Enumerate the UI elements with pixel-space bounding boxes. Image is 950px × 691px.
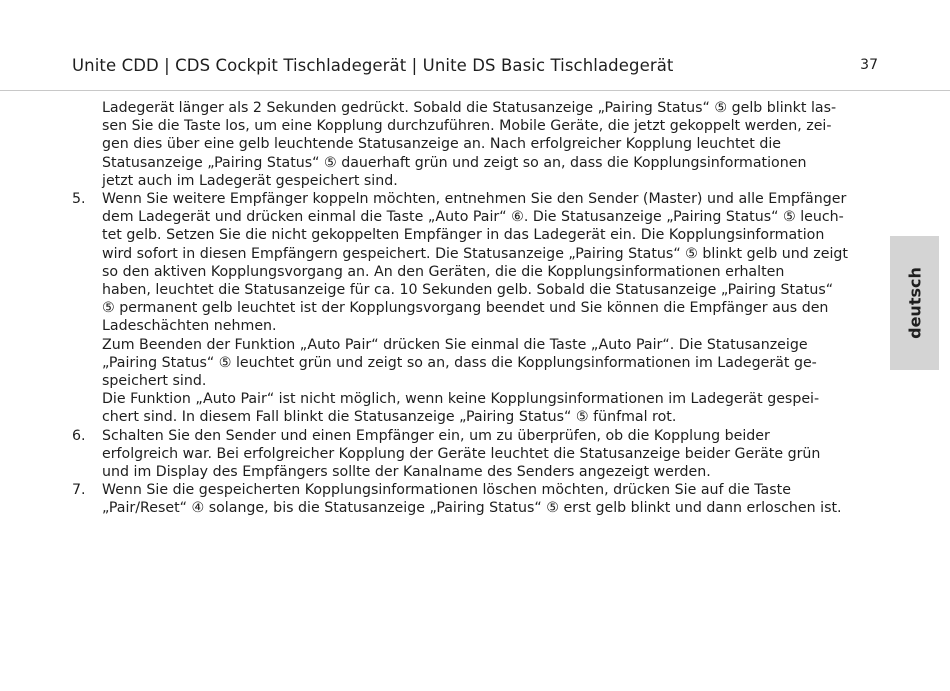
list-item-number: 7. bbox=[72, 482, 86, 499]
text-line: gen dies über eine gelb leuchtende Statusanzeige an. Nach erfolgreicher Kopplung leuchtet die bbox=[102, 136, 781, 153]
list-item-continuation bbox=[72, 99, 882, 190]
text-line: speichert sind. bbox=[102, 373, 207, 390]
text-line: erfolgreich war. Bei erfolgreicher Kopplung der Geräte leuchtet die Statusanzeige beider Geräte grün bbox=[102, 445, 821, 462]
text-line: und im Display des Empfängers sollte der Kanalname des Senders angezeigt werden. bbox=[102, 464, 711, 481]
text-line: „Pair/Reset“ ④ solange, bis die Statusanzeige „Pairing Status“ ⑤ erst gelb blinkt und dann erloschen ist. bbox=[102, 500, 842, 517]
text-line: sen Sie die Taste los, um eine Kopplung durchzuführen. Mobile Geräte, die jetzt gekoppelt werden, zei- bbox=[102, 118, 832, 135]
text-line: Schalten Sie den Sender und einen Empfänger ein, um zu überprüfen, ob die Kopplung beider bbox=[102, 427, 770, 444]
instruction-list bbox=[72, 99, 882, 518]
text-line: Wenn Sie die gespeicherten Kopplungsinformationen löschen möchten, drücken Sie auf die Taste bbox=[102, 482, 791, 499]
text-line: tet gelb. Setzen Sie die nicht gekoppelten Empfänger in das Ladegerät ein. Die Kopplungsinformation bbox=[102, 227, 825, 244]
text-line: so den aktiven Kopplungsvorgang an. An den Geräten, die die Kopplungsinformationen erhalten bbox=[102, 263, 785, 280]
page-header bbox=[0, 0, 950, 91]
list-item-number: 6. bbox=[72, 427, 86, 444]
text-line: ⑤ permanent gelb leuchtet ist der Kopplungsvorgang beendet und Sie können die Empfänger aus den bbox=[102, 300, 829, 317]
header-title: Unite CDD | CDS Cockpit Tischladegerät | Unite DS Basic Tischladegerät bbox=[72, 56, 674, 75]
text-line: Zum Beenden der Funktion „Auto Pair“ drücken Sie einmal die Taste „Auto Pair“. Die Statusanzeige bbox=[102, 336, 808, 353]
text-line: jetzt auch im Ladegerät gespeichert sind. bbox=[102, 172, 398, 189]
list-item-number: 5. bbox=[72, 191, 86, 208]
page-number: 37 bbox=[860, 57, 878, 73]
text-line: dem Ladegerät und drücken einmal die Taste „Auto Pair“ ⑥. Die Statusanzeige „Pairing Status“ ⑤ leuch- bbox=[102, 209, 844, 226]
text-line: chert sind. In diesem Fall blinkt die Statusanzeige „Pairing Status“ ⑤ fünfmal rot. bbox=[102, 409, 677, 426]
language-tab bbox=[890, 236, 939, 370]
list-item-5 bbox=[72, 190, 882, 427]
text-line: Ladegerät länger als 2 Sekunden gedrückt. Sobald die Statusanzeige „Pairing Status“ ⑤ gelb blinkt las- bbox=[102, 100, 837, 116]
text-line: Wenn Sie weitere Empfänger koppeln möchten, entnehmen Sie den Sender (Master) und alle Empfänger bbox=[102, 191, 847, 208]
text-line: Statusanzeige „Pairing Status“ ⑤ dauerhaft grün und zeigt so an, dass die Kopplungsinformationen bbox=[102, 154, 807, 171]
text-line: „Pairing Status“ ⑤ leuchtet grün und zeigt so an, dass die Kopplungsinformationen im Ladegerät ge- bbox=[102, 354, 817, 371]
text-line: haben, leuchtet die Statusanzeige für ca. 10 Sekunden gelb. Sobald die Statusanzeige „Pairing Status“ bbox=[102, 282, 834, 299]
language-tab-label: deutsch bbox=[905, 267, 924, 339]
list-item-7 bbox=[72, 481, 882, 517]
text-line: wird sofort in diesen Empfängern gespeichert. Die Statusanzeige „Pairing Status“ ⑤ blinkt gelb und zeigt bbox=[102, 245, 848, 262]
text-line: Ladeschächten nehmen. bbox=[102, 318, 277, 335]
list-item-6 bbox=[72, 427, 882, 482]
text-line: Die Funktion „Auto Pair“ ist nicht möglich, wenn keine Kopplungsinformationen im Ladegerät gespei- bbox=[102, 391, 820, 408]
